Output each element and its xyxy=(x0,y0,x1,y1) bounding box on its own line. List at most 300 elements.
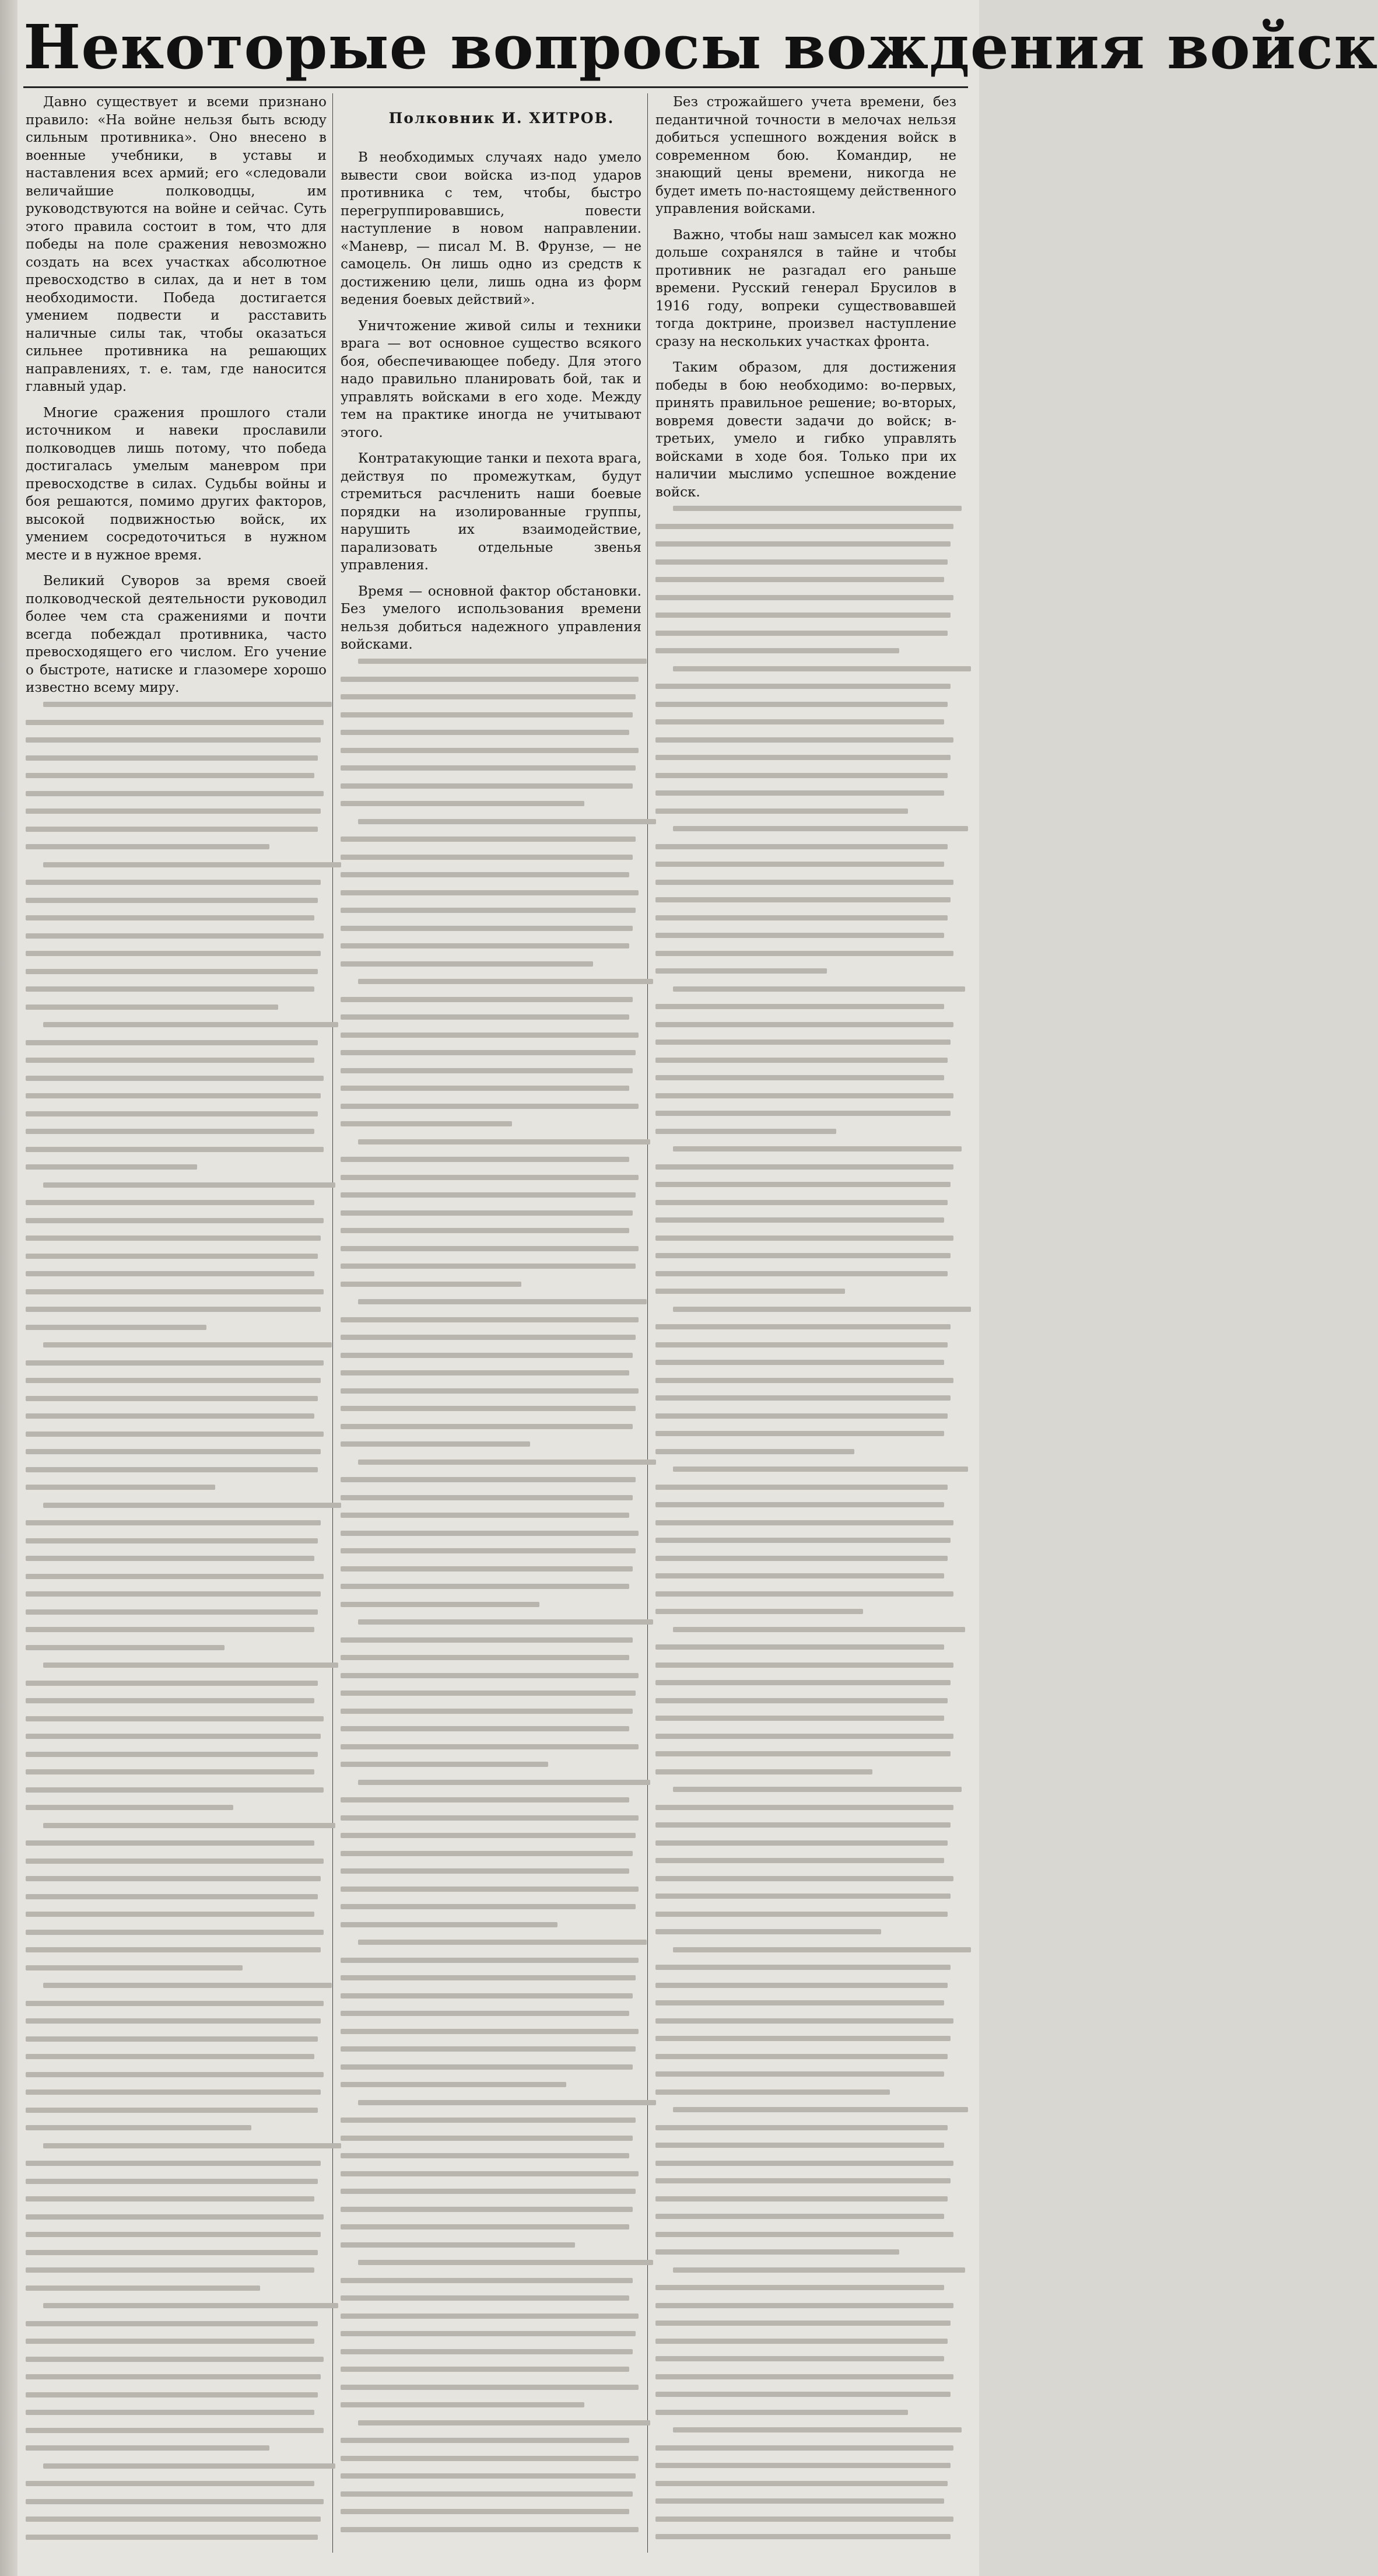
text-line xyxy=(655,2534,951,2539)
text-line xyxy=(341,2509,629,2514)
text-line xyxy=(655,2161,953,2166)
text-line xyxy=(341,1246,639,1251)
text-line xyxy=(26,791,324,796)
text-line xyxy=(26,2535,318,2540)
text-line xyxy=(655,968,827,974)
text-line xyxy=(26,898,318,903)
text-line xyxy=(26,2196,314,2202)
text-line xyxy=(358,979,653,984)
text-line xyxy=(26,1627,314,1632)
text-line xyxy=(655,737,953,743)
text-line xyxy=(655,1858,944,1863)
text-line xyxy=(341,2331,636,2336)
text-line xyxy=(341,1282,521,1287)
text-line xyxy=(341,2295,629,2301)
text-line xyxy=(341,1637,633,1643)
text-line xyxy=(341,997,633,1002)
text-line xyxy=(673,2267,965,2273)
text-line xyxy=(655,897,951,902)
text-line xyxy=(655,595,953,600)
text-line xyxy=(26,2374,321,2379)
text-line xyxy=(655,1520,953,1525)
text-line xyxy=(341,1175,639,1180)
text-line xyxy=(655,577,944,582)
paragraph: Важно, чтобы наш замысел как можно дольше сохранялся в тайне и чтобы противник не разгадал его раньше времени. Русский генерал Брусилов в 1916 году, вопреки существовавшей тогда доктрине, произвел наступление сразу на нескольких участках фронта. xyxy=(655,227,956,349)
text-line xyxy=(341,1068,633,1073)
text-line xyxy=(26,2481,314,2486)
text-line xyxy=(655,1093,953,1098)
text-line xyxy=(358,1299,647,1304)
text-line xyxy=(655,1236,953,1241)
text-line xyxy=(26,1520,321,1525)
text-line xyxy=(341,1424,633,1429)
text-line xyxy=(655,2339,948,2344)
text-line xyxy=(341,1353,633,1358)
text-line xyxy=(26,2428,324,2433)
text-line xyxy=(26,969,318,974)
text-line xyxy=(655,2498,944,2504)
text-line xyxy=(26,2499,324,2504)
text-line xyxy=(655,1182,951,1187)
text-line xyxy=(341,1050,636,1055)
text-line xyxy=(26,2321,318,2326)
text-line xyxy=(26,2250,318,2255)
paragraph: Таким образом, для достижения победы в бою необходимо: во-первых, принять правильное решение; во-вторых, вовремя довести задачи до войск; в-третьих, умело и гибко управлять войсками в ходе боя. Только при их наличии мыслимо успешное вождение войск. xyxy=(655,360,956,500)
text-line xyxy=(341,730,629,735)
text-line xyxy=(341,2438,629,2443)
text-line xyxy=(655,524,953,529)
text-line xyxy=(26,1236,321,1241)
text-line xyxy=(673,986,965,992)
text-line xyxy=(26,2161,321,2166)
text-line xyxy=(26,2445,269,2451)
article-column-2 xyxy=(341,149,641,2553)
text-line xyxy=(673,1787,962,1792)
text-line xyxy=(26,880,321,885)
text-line xyxy=(341,1726,629,1731)
text-line xyxy=(341,783,633,789)
text-line xyxy=(341,1566,633,1572)
text-line xyxy=(341,1868,629,1874)
text-line xyxy=(358,1940,647,1945)
text-line xyxy=(26,737,321,743)
text-line xyxy=(341,2402,584,2407)
text-line xyxy=(26,1325,206,1330)
text-line xyxy=(43,2143,341,2148)
text-line xyxy=(341,1762,548,1767)
text-line xyxy=(655,1449,854,1454)
text-line xyxy=(655,2303,953,2308)
text-line xyxy=(43,1022,338,1027)
text-line xyxy=(26,1360,324,1366)
text-line xyxy=(26,933,324,939)
text-line xyxy=(655,648,899,653)
text-line xyxy=(26,720,324,725)
text-line xyxy=(341,1014,629,1020)
text-line xyxy=(655,1342,948,1348)
column-separator xyxy=(332,93,333,2553)
text-line xyxy=(26,2357,324,2362)
text-line xyxy=(655,2232,953,2237)
column-separator xyxy=(647,93,648,2553)
text-line xyxy=(341,2527,639,2532)
illegible-text-lines xyxy=(655,506,956,2553)
text-line xyxy=(26,1467,318,1472)
text-line xyxy=(655,755,951,760)
text-line xyxy=(26,2214,324,2220)
text-line xyxy=(655,1591,953,1597)
text-line xyxy=(26,1591,321,1597)
text-line xyxy=(26,2392,318,2398)
text-line xyxy=(26,1449,321,1454)
text-line xyxy=(341,1104,639,1109)
text-line xyxy=(341,1477,636,1482)
text-line xyxy=(673,2107,968,2112)
text-line xyxy=(655,2285,944,2290)
text-line xyxy=(655,2054,948,2059)
text-line xyxy=(655,1734,953,1739)
text-line xyxy=(655,2125,948,2130)
text-line xyxy=(341,2349,633,2354)
text-line xyxy=(341,2278,633,2283)
text-line xyxy=(26,1609,318,1615)
text-line xyxy=(341,1602,539,1607)
text-line xyxy=(26,1307,321,1312)
text-line xyxy=(358,1139,650,1144)
text-line xyxy=(341,1673,639,1678)
text-line xyxy=(341,855,633,860)
text-line xyxy=(655,2214,944,2219)
text-line xyxy=(341,765,636,771)
text-line xyxy=(655,684,951,689)
text-line xyxy=(341,1157,629,1162)
text-line xyxy=(43,1823,335,1828)
text-line xyxy=(341,1210,633,1216)
text-line xyxy=(26,2108,318,2113)
text-line xyxy=(655,2516,953,2522)
text-line xyxy=(43,862,341,867)
text-line xyxy=(655,2196,948,2202)
text-line xyxy=(26,1396,318,1401)
text-line xyxy=(358,819,656,824)
text-line xyxy=(26,1894,318,1899)
text-line xyxy=(655,1556,948,1561)
text-line xyxy=(26,2001,324,2006)
text-line xyxy=(341,1797,629,1803)
text-line xyxy=(655,1929,881,1934)
text-line xyxy=(341,926,633,931)
text-line xyxy=(43,2303,338,2308)
text-line xyxy=(341,1709,633,1714)
text-line xyxy=(655,1253,951,1258)
text-line xyxy=(26,1271,314,1276)
text-line xyxy=(341,1406,636,1411)
text-line xyxy=(341,1958,639,1963)
text-line xyxy=(341,2224,629,2230)
text-line xyxy=(341,1121,512,1126)
text-line xyxy=(655,1912,948,1917)
text-line xyxy=(655,2392,951,2397)
text-line xyxy=(341,1744,639,1749)
text-line xyxy=(341,1887,639,1892)
text-line xyxy=(341,748,639,753)
text-line xyxy=(341,2082,566,2087)
text-line xyxy=(655,719,944,724)
text-line xyxy=(341,2153,629,2158)
text-line xyxy=(26,2232,321,2237)
text-line xyxy=(341,801,584,806)
text-line xyxy=(655,844,948,849)
text-line xyxy=(341,1495,633,1500)
text-line xyxy=(341,2029,639,2034)
text-line xyxy=(655,1378,953,1383)
text-line xyxy=(26,1378,321,1383)
text-line xyxy=(341,1548,636,1553)
text-line xyxy=(358,1460,656,1465)
text-line xyxy=(26,1093,321,1098)
text-line xyxy=(26,827,318,832)
text-line xyxy=(43,2463,335,2469)
text-line xyxy=(655,1662,953,1668)
text-line xyxy=(341,1655,629,1660)
text-line xyxy=(26,1681,318,1686)
text-line xyxy=(673,1947,971,1952)
text-line xyxy=(655,1644,944,1650)
text-line xyxy=(655,1769,872,1774)
text-line xyxy=(26,1111,318,1116)
text-line xyxy=(341,1975,636,1980)
paragraph: Уничтожение живой силы и техники врага — вот основное существо всякого боя, обеспечивающее победу. Для этого надо правильно планировать бой, так и управлять войсками в его ходе. Между тем на практике иногда не учитывают этого. xyxy=(341,318,641,440)
text-line xyxy=(26,1164,197,1170)
text-line xyxy=(26,1716,324,1721)
text-line xyxy=(26,2410,314,2415)
text-line xyxy=(341,1086,629,1091)
text-line xyxy=(341,943,629,949)
text-line xyxy=(43,1342,332,1348)
text-line xyxy=(341,2189,636,2194)
text-line xyxy=(655,1164,953,1170)
text-line xyxy=(358,659,647,664)
text-line xyxy=(655,1876,953,1881)
text-line xyxy=(655,1075,944,1080)
text-line xyxy=(655,933,944,938)
text-line xyxy=(655,2018,953,2024)
text-line xyxy=(655,2374,953,2379)
text-line xyxy=(26,1965,243,1971)
text-line xyxy=(341,872,629,877)
text-line xyxy=(358,2420,650,2426)
text-line xyxy=(655,1680,951,1685)
text-line xyxy=(341,1228,629,1233)
text-line xyxy=(26,1787,324,1793)
text-line xyxy=(655,1485,948,1490)
text-line xyxy=(341,1192,636,1198)
text-line xyxy=(655,2143,944,2148)
text-line xyxy=(26,1289,324,1294)
text-line xyxy=(341,2242,575,2248)
text-line xyxy=(26,1947,321,1952)
text-line xyxy=(26,915,314,921)
text-line xyxy=(341,1032,639,1038)
text-line xyxy=(341,1317,639,1322)
text-line xyxy=(673,1466,968,1472)
paragraph: Время — основной фактор обстановки. Без умелого использования времени нельзя добиться надежного управления войсками. xyxy=(341,583,641,652)
paragraph: Контратакующие танки и пехота врага, действуя по промежуткам, будут стремиться расчленить наши боевые порядки на изолированные группы, нарушить их взаимодействие, парализовать отдельные звенья управления. xyxy=(341,451,641,573)
text-line xyxy=(341,1922,557,1927)
paragraph: Без строжайшего учета времени, без педантичной точности в мелочах нельзя добиться успешного вождения войск в современном бою. Командир, не знающий цены времени, никогда не будет иметь по-настоящему действенного управления войсками. xyxy=(655,94,956,216)
text-line xyxy=(655,1395,951,1401)
text-line xyxy=(341,1370,629,1376)
text-line xyxy=(341,1441,530,1447)
text-line xyxy=(655,1129,836,1134)
text-line xyxy=(26,1432,324,1437)
text-line xyxy=(341,2118,636,2123)
text-line xyxy=(26,1556,314,1561)
text-line xyxy=(341,712,633,718)
text-line xyxy=(673,666,971,671)
text-line xyxy=(26,1840,314,1846)
text-line xyxy=(655,951,953,956)
paragraph: Многие сражения прошлого стали источником и навеки прославили полководцев лишь потому, что победа достигалась умелым маневром при превосходстве в силах. Судьбы войны и боя решаются, помимо других факторов, высокой подвижностью войск, их умением сосредоточиться в нужном месте и в нужное время. xyxy=(26,405,327,563)
text-line xyxy=(673,1307,971,1312)
text-line xyxy=(341,1335,636,1340)
text-line xyxy=(673,1146,962,1152)
text-line xyxy=(655,1271,948,1276)
text-line xyxy=(655,808,908,814)
text-line xyxy=(26,1129,314,1134)
text-line xyxy=(655,2178,951,2183)
text-line xyxy=(43,1983,332,1988)
text-line xyxy=(26,1040,318,1045)
text-line xyxy=(655,1289,845,1294)
text-line xyxy=(26,986,314,992)
text-line xyxy=(673,506,962,511)
text-line xyxy=(655,702,948,707)
text-line xyxy=(655,1716,944,1721)
text-line xyxy=(655,1983,948,1988)
text-line xyxy=(341,2385,639,2390)
text-line xyxy=(341,2473,636,2479)
text-line xyxy=(341,961,593,967)
text-line xyxy=(43,1182,335,1188)
text-line xyxy=(26,1485,215,1490)
adjacent-page-edge xyxy=(0,0,17,2576)
text-line xyxy=(26,2267,314,2273)
text-line xyxy=(655,880,953,885)
text-line xyxy=(26,1876,321,1881)
text-line xyxy=(341,1690,636,1696)
text-line xyxy=(655,1431,944,1436)
text-line xyxy=(673,1627,965,1632)
text-line xyxy=(655,2090,890,2095)
text-line xyxy=(341,908,636,913)
text-line xyxy=(655,1822,951,1828)
text-line xyxy=(26,1076,324,1081)
text-line xyxy=(655,1217,944,1223)
text-line xyxy=(655,2249,899,2255)
text-line xyxy=(341,2046,636,2052)
text-line xyxy=(655,2463,951,2468)
text-line xyxy=(341,677,639,682)
text-line xyxy=(655,1004,944,1009)
text-line xyxy=(26,1058,314,1063)
text-line xyxy=(43,1662,338,1668)
text-line xyxy=(655,1965,951,1970)
text-line xyxy=(655,1324,951,1329)
text-line xyxy=(358,2260,653,2265)
text-line xyxy=(26,2054,314,2059)
article-column-1 xyxy=(26,93,327,2553)
text-line xyxy=(26,951,321,956)
text-line xyxy=(26,2036,318,2042)
text-line xyxy=(26,2125,251,2130)
text-line xyxy=(655,2320,951,2326)
text-line xyxy=(26,1769,314,1774)
text-line xyxy=(655,1573,944,1578)
text-line xyxy=(341,2064,633,2070)
text-line xyxy=(26,1538,318,1544)
text-line xyxy=(26,1413,314,1419)
text-line xyxy=(655,1609,863,1614)
text-line xyxy=(26,773,314,778)
text-line xyxy=(655,1698,948,1703)
illegible-text-lines xyxy=(341,659,641,2553)
text-line xyxy=(655,773,948,778)
text-line xyxy=(43,702,332,707)
paragraph: Великий Суворов за время своей полководческой деятельности руководил более чем ста сражениями и почти всегда побеждал противника, часто превосходящего его числом. Его учение о быстроте, натиске и глазомере хорошо известно всему миру. xyxy=(26,573,327,695)
text-line xyxy=(655,1413,948,1419)
text-line xyxy=(655,1805,953,1810)
text-line xyxy=(655,1200,948,1205)
text-line xyxy=(26,1218,324,1223)
illegible-text-lines xyxy=(26,702,327,2553)
text-line xyxy=(26,1254,318,1259)
text-line xyxy=(341,2314,639,2319)
text-line xyxy=(26,2179,318,2184)
text-line xyxy=(655,1840,948,1846)
text-line xyxy=(26,1734,321,1739)
text-line xyxy=(655,1022,953,1027)
text-line xyxy=(655,1751,951,1756)
text-line xyxy=(26,1805,233,1810)
text-line xyxy=(26,1005,278,1010)
text-line xyxy=(655,559,948,565)
text-line xyxy=(655,2410,908,2415)
text-line xyxy=(26,1752,318,1757)
text-line xyxy=(341,1584,629,1589)
headline-rule xyxy=(23,86,968,88)
text-line xyxy=(655,1502,944,1507)
text-line xyxy=(358,1619,653,1625)
text-line xyxy=(341,2207,633,2212)
text-line xyxy=(655,862,944,867)
text-line xyxy=(341,2136,633,2141)
text-line xyxy=(655,1040,951,1045)
text-line xyxy=(26,1698,314,1703)
text-line xyxy=(26,2090,321,2095)
text-line xyxy=(341,2491,633,2497)
text-line xyxy=(358,2100,656,2105)
text-line xyxy=(26,2516,321,2522)
text-line xyxy=(26,844,269,849)
text-line xyxy=(655,1111,951,1116)
text-line xyxy=(655,541,951,547)
article-byline: Полковник И. ХИТРОВ. xyxy=(388,110,615,127)
text-line xyxy=(43,1503,341,1508)
text-line xyxy=(26,2286,260,2291)
text-line xyxy=(655,1058,948,1063)
text-line xyxy=(655,2071,944,2077)
